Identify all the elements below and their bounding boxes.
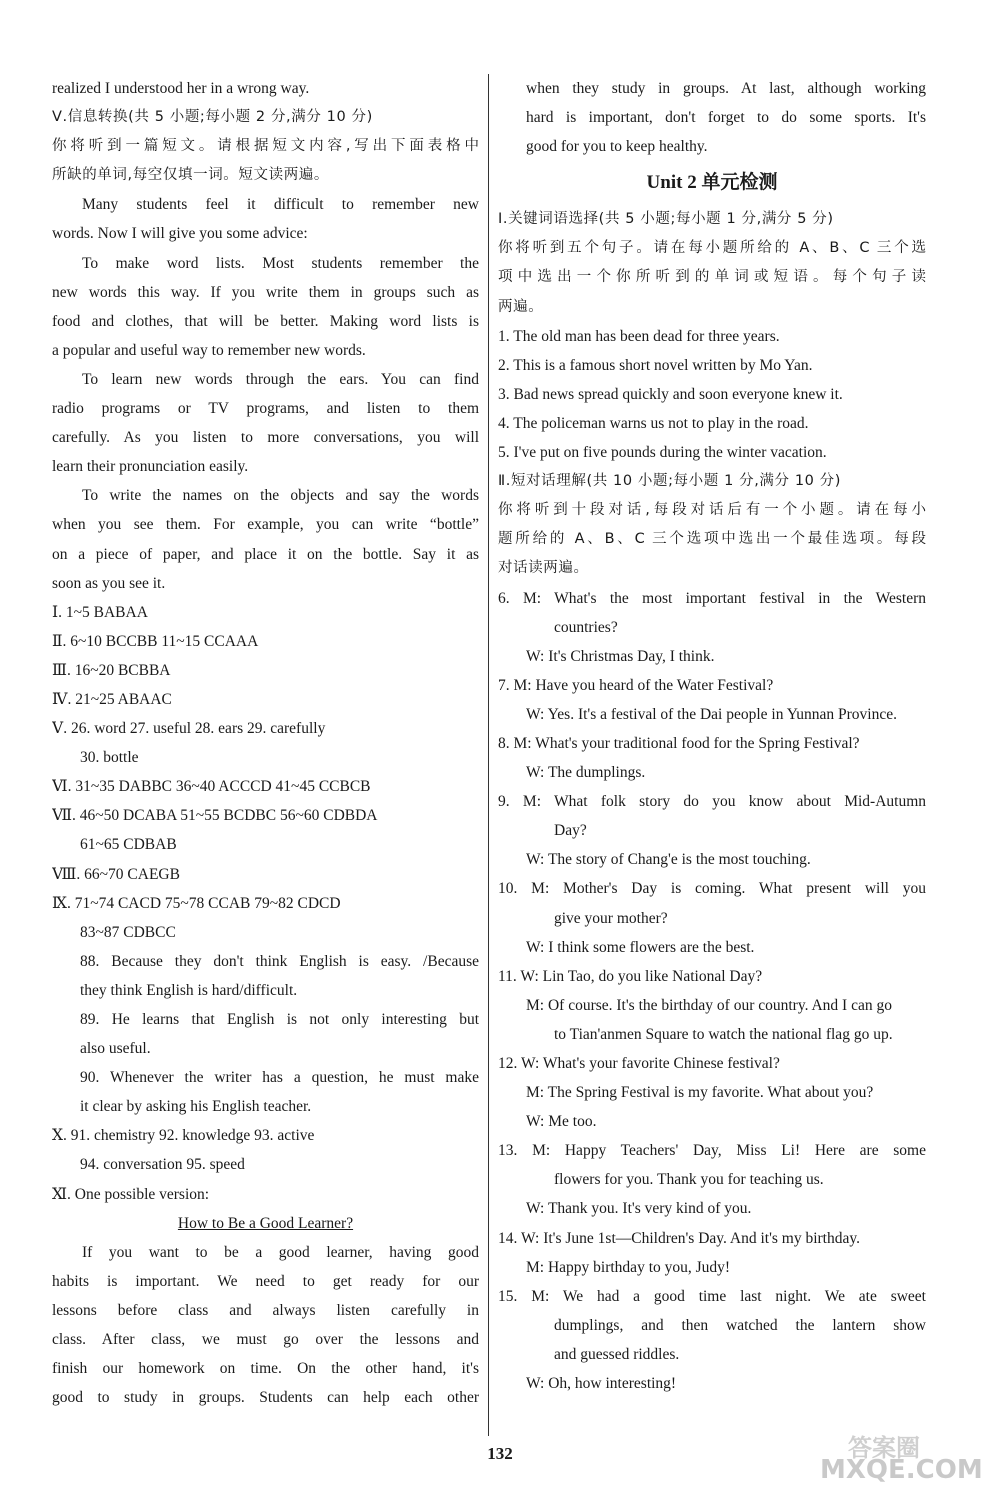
text-line: to Tian'anmen Square to watch the national flag go up.	[554, 1025, 893, 1043]
text-line: Ⅹ. 91. chemistry 92. knowledge 93. active	[52, 1127, 315, 1145]
text-line: W: Thank you. It's very kind of you.	[526, 1200, 752, 1218]
text-line: M: Of course. It's the birthday of our country. And I can go	[526, 996, 892, 1014]
page-number: 132	[487, 1444, 513, 1463]
text-line: Ⅰ. 1~5 BABAA	[52, 603, 148, 621]
text-line: 9. M: What folk story do you know about Mid-Autumn	[498, 793, 926, 811]
text-line: good to study in groups. Students can help each other	[52, 1389, 479, 1407]
text-line: Ⅲ. 16~20 BCBBA	[52, 661, 171, 679]
watermark-logo: 答案圈	[848, 1434, 920, 1462]
text-line: 4. The policeman warns us not to play in the road.	[498, 414, 809, 432]
text-line: 12. W: What's your favorite Chinese festival?	[498, 1055, 780, 1072]
text-line: and guessed riddles.	[554, 1345, 680, 1363]
text-line: 10. M: Mother's Day is coming. What present will you	[498, 880, 926, 898]
text-line: M: Happy birthday to you, Judy!	[526, 1258, 731, 1276]
text-line: radio programs or TV programs, and listen to them	[52, 400, 479, 418]
text-line: M: The Spring Festival is my favorite. What about you?	[526, 1084, 874, 1102]
text-line: 3. Bad news spread quickly and soon everyone knew it.	[498, 385, 843, 403]
text-line: 两遍。	[498, 298, 544, 315]
text-line: 88. Because they don't think English is easy. /Because	[80, 952, 479, 970]
text-line: If you want to be a good learner, having good	[82, 1243, 479, 1261]
unit-heading: Unit 2 单元检测	[646, 172, 778, 194]
text-line: Ⅴ.信息转换(共 5 小题;每小题 2 分,满分 10 分)	[52, 109, 373, 126]
text-line: lessons before class and always listen carefully in	[52, 1301, 479, 1319]
text-line: 94. conversation 95. speed	[80, 1156, 245, 1174]
text-line: W: Me too.	[526, 1113, 597, 1131]
right-top-text	[498, 74, 926, 161]
text-line: 11. W: Lin Tao, do you like National Day?	[498, 967, 763, 985]
text-line: it clear by asking his English teacher.	[80, 1098, 312, 1116]
text-line: 89. He learns that English is not only interesting but	[80, 1011, 479, 1028]
text-line: flowers for you. Thank you for teaching us.	[554, 1171, 824, 1189]
text-line: words. Now I will give you some advice:	[52, 225, 308, 243]
text-line: 项中选出一个你所听到的单词或短语。每个句子读	[498, 269, 926, 286]
text-line: Ⅳ. 21~25 ABAAC	[52, 690, 172, 708]
text-line: when they study in groups. At last, although working	[526, 80, 926, 97]
text-line: 你将听到一篇短文。请根据短文内容,写出下面表格中	[52, 138, 479, 155]
text-line: finish our homework on time. On the other hand, it's	[52, 1360, 479, 1378]
text-line: Ⅱ. 6~10 BCCBB 11~15 CCAAA	[52, 632, 259, 650]
text-line: realized I understood her in a wrong way.	[52, 80, 310, 97]
text-line: W: I think some flowers are the best.	[526, 938, 755, 956]
text-line: carefully. As you listen to more conversations, you will	[52, 429, 479, 447]
text-line: habits is important. We need to get ready for our	[52, 1272, 479, 1290]
text-line: Ⅺ. One possible version:	[52, 1185, 210, 1203]
text-line: Many students feel it difficult to remember new	[82, 196, 479, 214]
text-line: 1. The old man has been dead for three years.	[498, 327, 780, 345]
text-line: dumplings, and then watched the lantern show	[554, 1316, 926, 1334]
text-line: Ⅵ. 31~35 DABBC 36~40 ACCCD 41~45 CCBCB	[52, 778, 371, 796]
text-line: on a piece of paper, and place it on the bottle. Say it as	[52, 545, 479, 563]
text-line: a popular and useful way to remember new words.	[52, 341, 366, 359]
text-line: also useful.	[80, 1040, 151, 1058]
text-line: 30. bottle	[80, 749, 139, 767]
text-line: 83~87 CDBCC	[80, 923, 176, 941]
text-line: To make word lists. Most students remember the	[82, 254, 479, 272]
text-line: 你将听到十段对话,每段对话后有一个小题。请在每小	[498, 502, 926, 519]
text-line: To write the names on the objects and say the words	[82, 487, 479, 505]
text-line: good for you to keep healthy.	[526, 138, 708, 156]
text-line: when you see them. For example, you can write “bottle”	[52, 516, 479, 534]
text-line: 13. M: Happy Teachers' Day, Miss Li! Here are some	[498, 1142, 926, 1160]
text-line: 6. M: What's the most important festival in the Western	[498, 589, 926, 607]
right-column	[498, 74, 926, 1398]
text-line: Ⅸ. 71~74 CACD 75~78 CCAB 79~82 CDCD	[52, 894, 341, 912]
text-line: they think English is hard/difficult.	[80, 981, 298, 999]
text-line: 题所给的 A、B、C 三个选项中选出一个最佳选项。每段	[498, 531, 926, 548]
text-line: W: It's Christmas Day, I think.	[526, 647, 715, 665]
text-line: 14. W: It's June 1st—Children's Day. And it's my birthday.	[498, 1229, 860, 1247]
text-line: learn their pronunciation easily.	[52, 458, 249, 476]
text-line: new words this way. If you write them in groups such as	[52, 283, 479, 301]
text-line: 7. M: Have you heard of the Water Festival?	[498, 676, 774, 694]
text-line: How to Be a Good Learner?	[177, 1214, 354, 1232]
text-line: Ⅶ. 46~50 DCABA 51~55 BCDBC 56~60 CDBDA	[52, 807, 378, 825]
text-line: Ⅷ. 66~70 CAEGB	[52, 865, 180, 883]
text-line: 所缺的单词,每空仅填一词。短文读两遍。	[52, 167, 330, 184]
text-line: 61~65 CDBAB	[80, 836, 177, 854]
column-divider	[488, 74, 489, 1436]
text-line: To learn new words through the ears. You can find	[82, 370, 479, 388]
text-line: Ⅴ. 26. word 27. useful 28. ears 29. carefully	[52, 720, 326, 738]
text-line: W: Oh, how interesting!	[526, 1375, 677, 1393]
text-line: give your mother?	[554, 909, 668, 927]
right-bottom-text	[498, 205, 926, 1398]
text-line: 你将听到五个句子。请在每小题所给的 A、B、C 三个选	[498, 240, 926, 257]
text-line: Day?	[554, 822, 587, 840]
text-line: 8. M: What's your traditional food for the Spring Festival?	[498, 734, 860, 752]
text-line: food and clothes, that will be better. Making word lists is	[52, 312, 479, 330]
text-line: W: Yes. It's a festival of the Dai people in Yunnan Province.	[526, 705, 897, 723]
text-line: soon as you see it.	[52, 574, 166, 592]
text-line: 5. I've put on five pounds during the winter vacation.	[498, 444, 827, 462]
text-line: countries?	[554, 618, 618, 636]
text-line: W: The story of Chang'e is the most touching.	[526, 851, 811, 869]
text-line: 对话读两遍。	[498, 560, 589, 577]
text-line: Ⅰ.关键词语选择(共 5 小题;每小题 1 分,满分 5 分)	[498, 211, 834, 228]
text-line: hard is important, don't forget to do some sports. It's	[526, 109, 926, 127]
text-line: Ⅱ.短对话理解(共 10 小题;每小题 1 分,满分 10 分)	[498, 473, 842, 490]
text-line: 15. M: We had a good time last night. We ate sweet	[498, 1287, 926, 1305]
watermark-url: MXQE.COM	[820, 1455, 983, 1485]
left-column	[52, 74, 479, 1412]
text-line: 2. This is a famous short novel written by Mo Yan.	[498, 356, 813, 374]
text-line: W: The dumplings.	[526, 764, 646, 782]
text-line: class. After class, we must go over the lessons and	[52, 1331, 479, 1349]
text-line: 90. Whenever the writer has a question, he must make	[80, 1069, 479, 1087]
